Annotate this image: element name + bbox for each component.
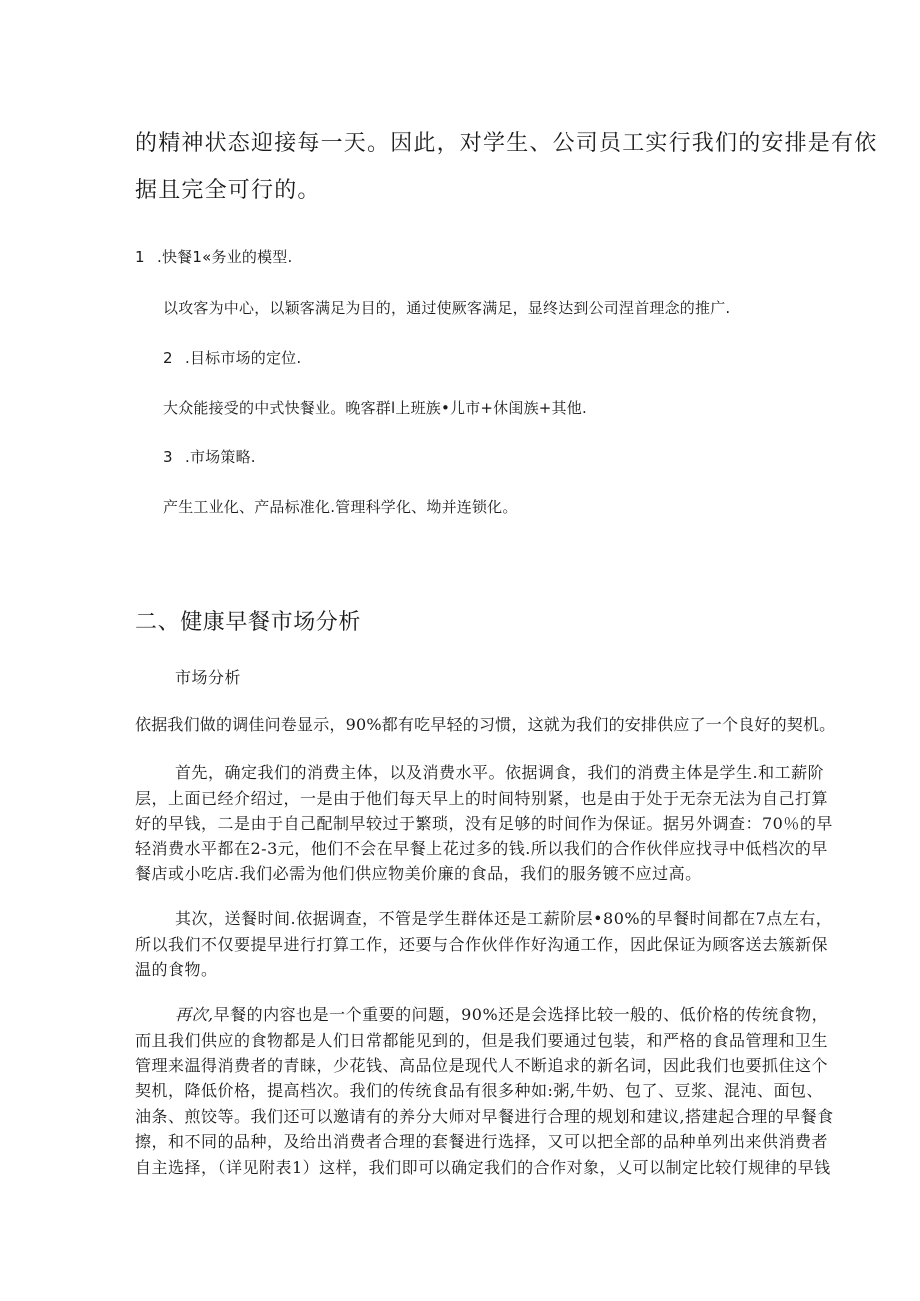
paragraph-3-line: 管理来温得消费者的青睐，少花钱、高品位是现代人不断追求的新名词，因此我们也要抓住这个 (135, 1056, 829, 1075)
outline-title: .快餐1«务业的模型. (157, 248, 293, 266)
paragraph-1-line: 好的早钱，二是由于自己配制早较过于繁琐，没有足够的时间作为保证。据另外调查：70％的早 (135, 814, 833, 833)
outline-number: 2 (163, 349, 173, 367)
paragraph-3-line: 契机，降低价格，提高档次。我们的传统食品有很多种如:粥,牛奶、包了、豆浆、混沌、面包、 (135, 1081, 823, 1100)
outline-item-1-title (135, 246, 292, 267)
paragraph-1-line: 轻消费水平都在2-3元，他们不会在早餐上花过多的钱.所以我们的合作伙伴应找寻中低档次的早 (135, 839, 828, 858)
outline-title: .目标市场的定位. (185, 349, 302, 367)
paragraph-3-line: 自主选择，（详见附表1）这样，我们即可以确定我们的合作对象，乂可以制定比较仃规律的早钱 (135, 1158, 831, 1177)
outline-item-3-title (163, 446, 256, 467)
outline-number: 1 (135, 248, 145, 266)
paragraph-1-line: 首先，确定我们的消费主体，以及消费水平。依据调食，我们的消费主体是学生.和工薪阶 (175, 763, 825, 782)
outline-item-3-body: 产生工业化、产品标准化.管理科学化、坳并连锁化。 (163, 498, 518, 516)
paragraph-3-text: 早餐的内容也是一个重要的问题，90%还是会选择比较一般的、低价格的传统食物， (213, 1005, 829, 1024)
paragraph-3-line: 擦，和不同的品种，及给出消费者合理的套餐进行选择，又可以把全部的品种单列出来供消费者 (135, 1132, 829, 1151)
outline-item-2-body: 大众能接受的中式快餐业。晚客群l上班族•儿市+休闺族+其他. (163, 399, 587, 417)
paragraph-1-line: 层，上面已经介绍过，一是由于他们每天早上的时间特别紧，也是由于处于无奈无法为自己打算 (135, 789, 829, 808)
section-subheading: 市场分析 (175, 668, 242, 687)
paragraph-2-line: 所以我们不仅要提早进行打算工作，还要与合作伙伴作好沟通工作，因此保证为顾客送去簇新保 (135, 935, 829, 954)
paragraph-3-lead: 再次, (175, 1005, 214, 1024)
paragraph-2-line: 其次，送餐时间.依据调查，不管是学生群体还是工薪阶层•80%的早餐时间都在7点左右， (175, 909, 833, 928)
paragraph-1-line: 餐店或小吃店.我们必需为他们供应物美价廉的食品，我们的服务镀不应过高。 (135, 864, 702, 883)
outline-item-2-title (163, 347, 301, 368)
paragraph-line: 据且完全可行的。 (135, 178, 321, 203)
outline-number: 3 (163, 448, 173, 466)
outline-title: .市场策略. (185, 448, 256, 466)
paragraph-3-line: 油条、煎饺等。我们还可以邀请有的养分大师对早餐进行合理的规划和建议,搭建起合理的早餐食 (135, 1107, 834, 1126)
paragraph-2-line: 温的食物。 (135, 960, 218, 979)
outline-item-1-body: 以攻客为中心，以颖客满足为目的，通过使厥客满足，显终达到公司涅首理念的推广. (163, 299, 731, 317)
paragraph-3-line: 而且我们供应的食物都是人们日常都能见到的，但是我们要通过包装，和严格的食品管理和卫生 (135, 1031, 829, 1050)
paragraph-line: 的精神状态迎接每一天。因此，对学生、公司员工实行我们的安排是有依 (135, 131, 878, 156)
section-heading: 二、健康早餐市场分析 (135, 610, 362, 635)
paragraph-3-line (175, 1002, 828, 1025)
section-intro: 依据我们做的调佳问卷显示，90%都有吃早轻的习惯，这就为我们的安排供应了一个良好的契机。 (135, 715, 836, 734)
